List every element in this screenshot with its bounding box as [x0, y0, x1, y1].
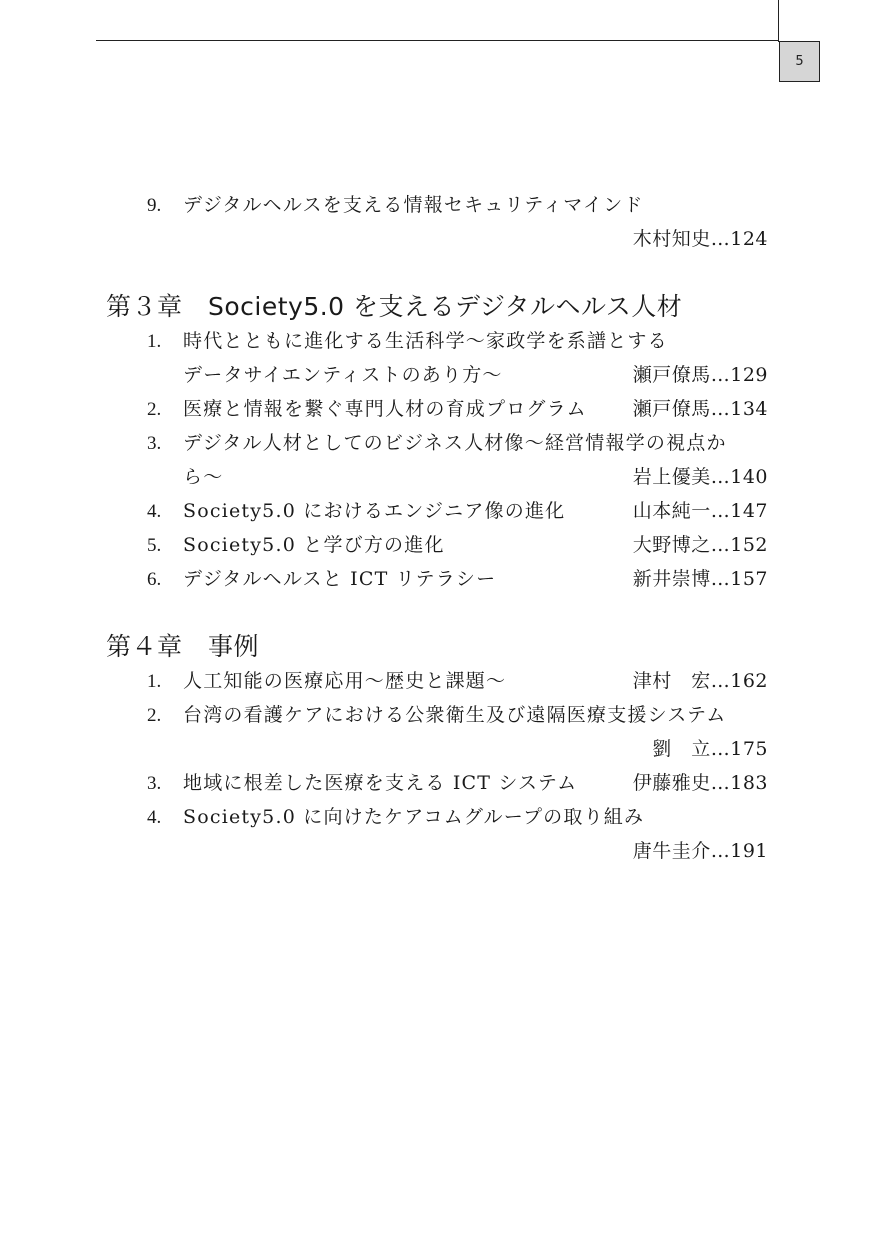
entry-title: Society5.0 と学び方の進化 — [183, 534, 445, 556]
entry-number: 2. — [147, 399, 162, 420]
chapter-heading: 第４章 事例 — [106, 632, 260, 661]
entry-title: デジタル人材としてのビジネス人材像～経営情報学の視点か — [183, 432, 727, 454]
page-number-box — [779, 41, 820, 82]
entry-title: 台湾の看護ケアにおける公衆衛生及び遠隔医療支援システム — [183, 704, 727, 726]
entry-title: 地域に根差した医療を支える ICT システム — [183, 772, 578, 794]
entry-author-page: 岩上優美…140 — [632, 466, 768, 488]
entry-author-page: 新井崇博…157 — [632, 568, 768, 590]
entry-title: デジタルヘルスと ICT リテラシー — [183, 568, 497, 590]
entry-author-page: 津村 宏…162 — [632, 670, 768, 692]
entry-title: Society5.0 に向けたケアコムグループの取り組み — [183, 806, 645, 828]
entry-author-page: 山本純一…147 — [632, 500, 768, 522]
entry-author-page: 唐牛圭介…191 — [632, 840, 768, 862]
entry-title: 医療と情報を繋ぐ専門人材の育成プログラム — [183, 398, 587, 420]
entry-number: 2. — [147, 705, 162, 726]
chapter-heading: 第３章 Society5.0 を支えるデジタルヘルス人材 — [106, 292, 683, 321]
entry-number: 3. — [147, 433, 162, 454]
entry-title: デジタルヘルスを支える情報セキュリティマインド — [183, 194, 644, 216]
entry-number: 3. — [147, 773, 162, 794]
entry-number: 5. — [147, 535, 162, 556]
page-number: 5 — [795, 54, 804, 69]
entry-author-page: 瀬戸僚馬…134 — [632, 398, 768, 420]
entry-title: 人工知能の医療応用～歴史と課題～ — [183, 670, 507, 692]
entry-author-page: 瀬戸僚馬…129 — [632, 364, 768, 386]
entry-title: 時代とともに進化する生活科学～家政学を系譜とする — [183, 330, 668, 352]
entry-number: 1. — [147, 331, 162, 352]
entry-author-page: 劉 立…175 — [652, 738, 768, 760]
entry-title-continued: データサイエンティストのあり方～ — [183, 364, 503, 386]
header-divider — [778, 0, 779, 42]
entry-author-page: 大野博之…152 — [632, 534, 768, 556]
entry-number: 1. — [147, 671, 162, 692]
entry-author-page: 伊藤雅史…183 — [632, 772, 768, 794]
entry-author-page: 木村知史…124 — [632, 228, 768, 250]
entry-number: 4. — [147, 501, 162, 522]
entry-title-continued: ら～ — [183, 466, 224, 488]
entry-number: 6. — [147, 569, 162, 590]
header-rule — [96, 40, 778, 41]
entry-number: 9. — [147, 195, 162, 216]
entry-number: 4. — [147, 807, 162, 828]
entry-title: Society5.0 におけるエンジニア像の進化 — [183, 500, 566, 522]
